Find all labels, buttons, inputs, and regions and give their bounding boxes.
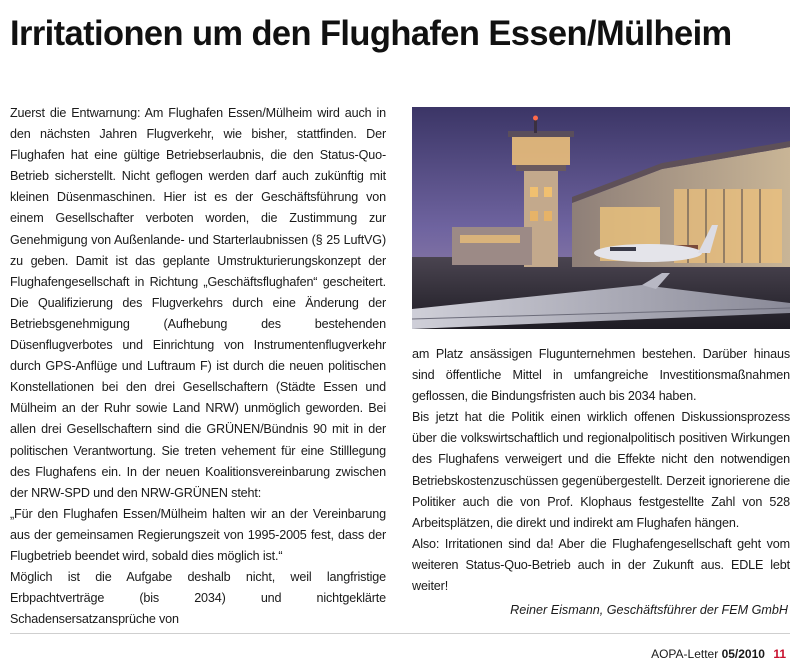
right-column <box>412 344 790 597</box>
right-paragraph-2: Bis jetzt hat die Politik einen wirklich offenen Diskussionsprozess über die volkswirtschaftlich und regionalpolitisch positiven Wirkungen des Flughafens verweigert und die Effekte nicht den notwendigen Betriebskostenzuschüssen gegenübergestellt. Derzeit ignorierene die Politiker auch die von Prof. Klophaus festgestellte Zahl von 528 Arbeitsplätzen, die direkt und indirekt am Flughafen hängen. <box>412 410 790 530</box>
airport-photo <box>412 107 790 329</box>
footer-divider <box>10 633 790 634</box>
author-signature: Reiner Eismann, Geschäftsführer der FEM GmbH <box>510 603 788 617</box>
left-column <box>10 103 386 630</box>
intro-paragraph: Zuerst die Entwarnung: Am Flughafen Essen/Mülheim wird auch in den nächsten Jahren Flugverkehr, wie bisher, stattfinden. Der Flughafen hat eine gültige Betriebserlaubnis, die den Status-Quo-Betrieb sicherstellt. Nicht geflogen werden darf auch zukünftig mit kleinen Düsenmaschinen. Hier ist es der Geschäftsführung von einem Gesellschafter verboten worden, die Zustimmung zur Genehmigung von Außenlande- und Starterlaubnissen (§ 25 LuftVG) zu geben. Damit ist das geplante Umstrukturierungskonzept der Flughafengesellschaft in Richtung „Geschäftsflughafen“ gescheitert. Die Qualifizierung des Flugverkehrs durch eine Änderung der Betriebsgenehmigung (Aufhebung des bestehenden Düsenflugverbotes und Einrichtung von Instrumentenflugverkehr durch GPS-Anflüge und Luftraum F) ist durch die neuen politischen Konstellationen bei den drei Gesellschaftern (Städte Essen und Mülheim an der Ruhr sowie Land NRW) unmöglich geworden. Bei allen drei Gesellschaftern sind die GRÜNEN/Bündnis 90 mit in der politischen Verantwortung. Sie treten vehement für eine Stilllegung des Flughafens ein. In der neuen Koalitionsvereinbarung zwischen der NRW-SPD und den NRW-GRÜNEN steht: <box>10 106 386 500</box>
right-paragraph-3: Also: Irritationen sind da! Aber die Flughafengesellschaft geht vom weiteren Status-Quo-Betrieb auch in der Zukunft aus. EDLE lebt weiter! <box>412 536 790 594</box>
article-headline: Irritationen um den Flughafen Essen/Mülheim <box>10 14 732 53</box>
coalition-quote: „Für den Flughafen Essen/Mülheim halten wir an der Vereinbarung aus der gemeinsamen Regierungszeit von 1995-2005 fest, dass der Flugbetrieb beendet wird, sobald dies möglich ist.“ <box>10 506 386 563</box>
magazine-name: AOPA-Letter <box>651 647 719 661</box>
right-paragraph-1: am Platz ansässigen Flugunternehmen bestehen. Darüber hinaus sind öffentliche Mittel in umfangreiche Investitionsmaßnahmen geflossen, die Bindungsfristen auch bis 2034 haben. <box>412 347 790 404</box>
page-footer <box>651 646 786 662</box>
page-number: 11 <box>773 647 786 661</box>
left-column-tail: Möglich ist die Aufgabe deshalb nicht, weil langfristige Erbpachtverträge (bis 2034) und nichtgeklärte Schadensersatzansprüche von <box>10 570 386 627</box>
issue-number: 05/2010 <box>721 647 765 661</box>
